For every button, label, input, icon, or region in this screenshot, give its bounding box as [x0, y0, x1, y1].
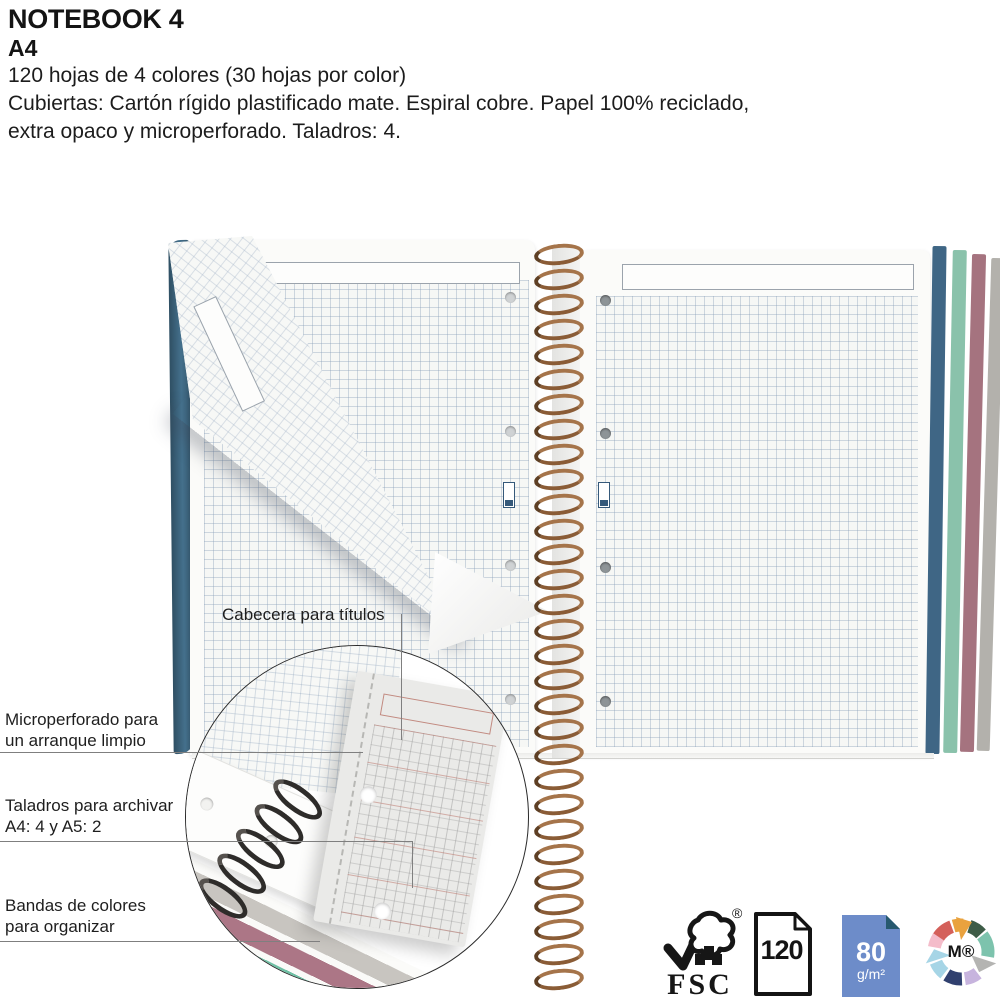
brand-mark: M®: [947, 942, 975, 961]
product-desc-line2: extra opaco y microperforado. Taladros: 4.: [8, 120, 401, 143]
right-page: [580, 250, 930, 755]
grammage-badge: [842, 915, 900, 997]
sheet-count-value: 120: [760, 935, 803, 965]
detail-inset-circle: [185, 645, 529, 989]
product-desc-line1: Cubiertas: Cartón rígido plastificado mate. Espiral cobre. Papel 100% reciclado,: [8, 92, 750, 115]
right-page-hole-4: [600, 696, 611, 707]
leader-line-cabecera: [401, 614, 402, 740]
label-bandas: Bandas de colores para organizar: [5, 896, 146, 936]
right-page-hole-1: [600, 295, 611, 306]
grammage-text: [842, 939, 900, 981]
brand-badge: [920, 898, 1000, 998]
leader-line-microperforado: [0, 752, 363, 753]
right-page-grid: [596, 296, 918, 747]
right-page-brand-tag: [598, 482, 610, 508]
product-size: A4: [8, 35, 38, 61]
left-page-brand-tag: [503, 482, 515, 508]
fsc-tree-icon: [656, 902, 744, 998]
label-microperforado: Microperforado para un arranque limpio: [5, 710, 159, 750]
grammage-value: 80: [855, 937, 887, 967]
leader-line-taladros-drop: [412, 841, 413, 888]
leader-line-bandas: [0, 941, 320, 942]
sheet-count-badge: [753, 911, 813, 997]
leader-line-taladros: [0, 841, 413, 842]
grammage-unit: g/m²: [857, 966, 885, 982]
left-page-hole-3: [505, 560, 516, 571]
right-page-hole-2: [600, 428, 611, 439]
left-page-hole-1: [505, 292, 516, 303]
copper-spiral: [534, 244, 584, 990]
product-header: [8, 4, 749, 146]
svg-text:FSC: FSC: [667, 968, 733, 998]
label-taladros: Taladros para archivar A4: 4 y A5: 2: [5, 796, 174, 836]
left-page-hole-2: [505, 426, 516, 437]
product-sheets-line: 120 hojas de 4 colores (30 hojas por color): [8, 64, 407, 87]
svg-text:®: ®: [732, 905, 743, 921]
right-page-header-box: [622, 264, 914, 290]
fsc-badge: [656, 902, 744, 998]
inset-page-grid: [339, 724, 496, 942]
label-cabecera: Cabecera para títulos: [222, 605, 385, 624]
right-page-hole-3: [600, 562, 611, 573]
product-title: NOTEBOOK 4: [8, 4, 184, 34]
left-page-header-box: [265, 262, 520, 284]
